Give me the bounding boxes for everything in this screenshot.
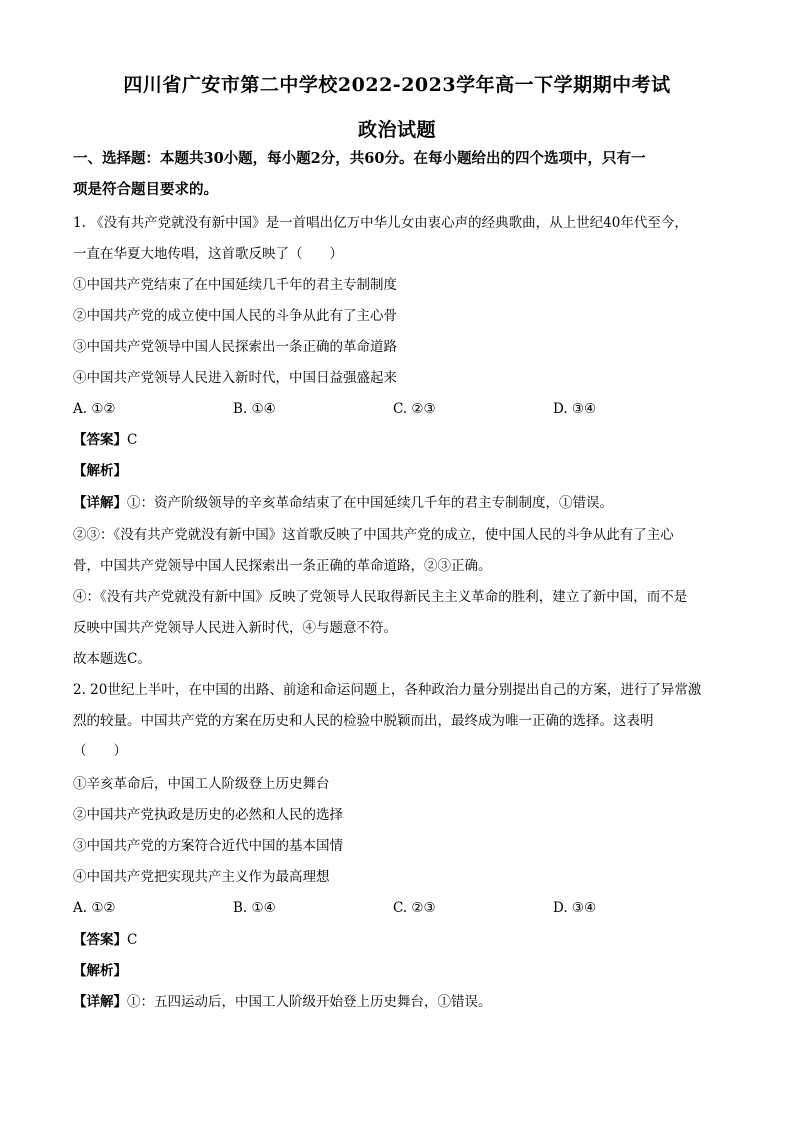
q2-answer — [73, 931, 137, 949]
answer-tag: 【答案】 — [73, 932, 127, 948]
q2-stem-line1: 2. 20世纪上半叶，在中国的出路、前途和命运问题上，各种政治力量分别提出自己的方案，进行了异常激 — [73, 682, 702, 698]
q1-analysis-tag: 【解析】 — [73, 463, 127, 479]
q2-option-b: B. ①④ — [233, 900, 276, 916]
q1-option-a: A. ①② — [73, 401, 116, 417]
q2-item-2: ②中国共产党执政是历史的必然和人民的选择 — [73, 807, 343, 823]
detail-tag: 【详解】 — [73, 495, 127, 511]
q1-answer — [73, 431, 137, 449]
section-heading-line1: 一、选择题：本题共30小题，每小题2分，共60分。在每小题给出的四个选项中，只有一 — [73, 150, 646, 167]
q2-option-a: A. ①② — [73, 900, 116, 916]
q1-item-3: ③中国共产党领导中国人民探索出一条正确的革命道路 — [73, 339, 397, 355]
q2-item-4: ④中国共产党把实现共产主义作为最高理想 — [73, 869, 330, 885]
detail-tag: 【详解】 — [73, 994, 127, 1010]
q2-item-1: ①辛亥革命后，中国工人阶级登上历史舞台 — [73, 776, 330, 792]
q1-detail-line4: ④：《没有共产党就没有新中国》反映了党领导人民取得新民主主义革命的胜利，建立了新中国，而不是 — [73, 589, 688, 605]
q1-detail-line2: ②③：《没有共产党就没有新中国》这首歌反映了中国共产党的成立，使中国人民的斗争从此有了主心 — [73, 527, 674, 543]
q2-analysis-tag: 【解析】 — [73, 963, 127, 979]
answer-value: C — [127, 432, 138, 448]
answer-value: C — [127, 932, 138, 948]
q1-detail-line5: 反映中国共产党领导人民进入新时代，④与题意不符。 — [73, 620, 397, 636]
q2-item-3: ③中国共产党的方案符合近代中国的基本国情 — [73, 838, 343, 854]
document-subtitle: 政治试题 — [357, 119, 436, 141]
q2-stem-line2: 烈的较量。中国共产党的方案在历史和人民的检验中脱颖而出，最终成为唯一正确的选择。这表明 — [73, 713, 654, 729]
q1-option-b: B. ①④ — [233, 401, 276, 417]
section-heading-line2: 项是符合题目要求的。 — [73, 181, 218, 198]
q1-conclusion: 故本题选C。 — [73, 651, 151, 667]
answer-tag: 【答案】 — [73, 432, 127, 448]
q1-stem-line1: 1. 《没有共产党就没有新中国》是一首唱出亿万中华儿女由衷心声的经典歌曲，从上世纪40年代至今， — [73, 215, 688, 231]
q2-option-d: D. ③④ — [553, 900, 597, 916]
q1-detail-line1 — [73, 494, 613, 512]
document-title: 四川省广安市第二中学校2022-2023学年高一下学期期中考试 — [123, 74, 671, 96]
q1-stem-line2: 一直在华夏大地传唱，这首歌反映了（ ） — [73, 246, 343, 262]
detail-text: ①：资产阶级领导的辛亥革命结束了在中国延续几千年的君主专制制度，①错误。 — [127, 495, 613, 511]
detail-text: ①：五四运动后，中国工人阶级开始登上历史舞台，①错误。 — [127, 994, 492, 1010]
q1-option-d: D. ③④ — [553, 401, 597, 417]
q1-option-c: C. ②③ — [393, 401, 436, 417]
q2-detail-line1 — [73, 993, 492, 1011]
q2-option-c: C. ②③ — [393, 900, 436, 916]
q2-stem-line3: （ ） — [73, 743, 127, 759]
q1-detail-line3: 骨，中国共产党领导中国人民探索出一条正确的革命道路，②③正确。 — [73, 558, 492, 574]
q1-item-2: ②中国共产党的成立使中国人民的斗争从此有了主心骨 — [73, 308, 397, 324]
q1-item-1: ①中国共产党结束了在中国延续几千年的君主专制制度 — [73, 277, 397, 293]
q1-item-4: ④中国共产党领导人民进入新时代，中国日益强盛起来 — [73, 370, 397, 386]
